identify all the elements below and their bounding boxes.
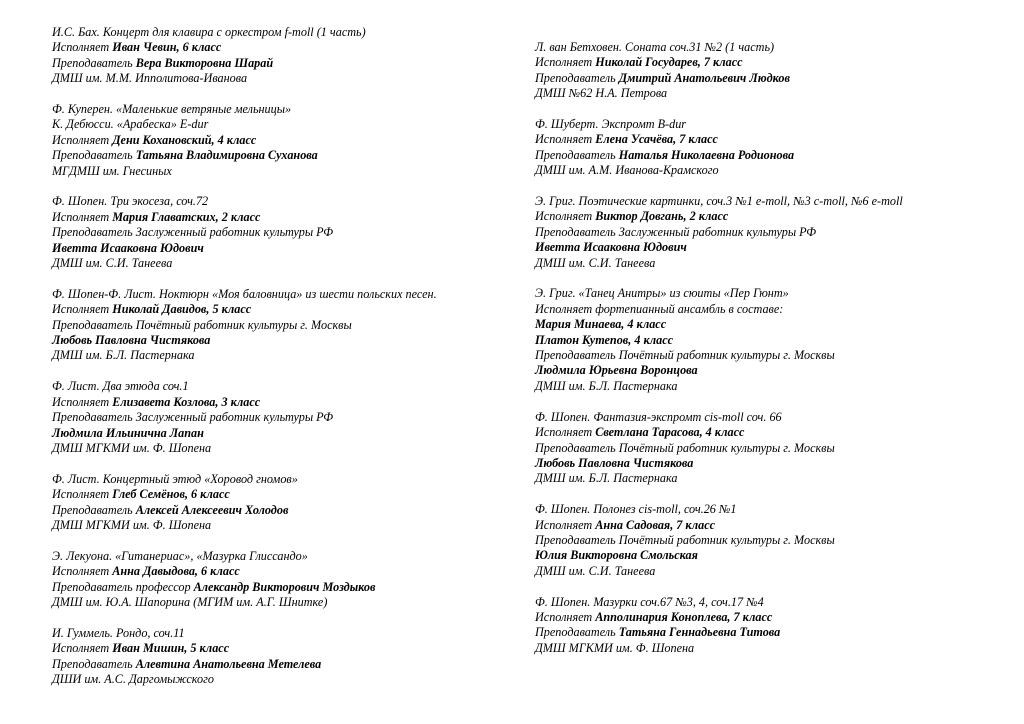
entry-line xyxy=(535,363,995,378)
line-text: ДМШ им. Б.Л. Пастернака xyxy=(535,471,678,486)
entry-line xyxy=(535,132,995,147)
piece-title xyxy=(535,40,995,55)
line-text: Исполняет xyxy=(535,55,596,70)
entry-line xyxy=(535,317,995,332)
line-text: Преподаватель Заслуженный работник культуры РФ xyxy=(52,225,334,240)
entry-line xyxy=(52,210,492,225)
line-text: ДШИ им. А.С. Даргомыжского xyxy=(52,671,214,686)
entry-line xyxy=(52,318,492,333)
piece-title xyxy=(52,194,492,209)
piece-title xyxy=(52,626,492,641)
line-text: Исполняет фортепианный ансамбль в составе: xyxy=(535,301,784,316)
line-text: Преподаватель xyxy=(535,625,619,640)
program-entry xyxy=(535,410,995,487)
program-entry xyxy=(52,379,492,456)
entry-line xyxy=(535,55,995,70)
entry-line xyxy=(52,133,492,148)
line-text: И. Гуммель. Рондо, соч.11 xyxy=(52,625,185,640)
line-text: Исполняет xyxy=(535,425,596,440)
line-text: Э. Лекуона. «Гитанериас», «Мазурка Глиссандо» xyxy=(52,548,308,563)
entry-line xyxy=(52,348,492,363)
performer-name: Людмила Ильинична Лапан xyxy=(52,425,204,440)
performer-name: Иван Мишин, 5 класс xyxy=(112,641,230,656)
entry-line xyxy=(535,71,995,86)
performer-name: Иветта Исааковна Юдович xyxy=(535,240,687,255)
entry-line xyxy=(535,641,995,656)
program-column-right xyxy=(535,40,995,672)
performer-name: Елена Усачёва, 7 класс xyxy=(595,132,718,147)
line-text: ДМШ МГКМИ им. Ф. Шопена xyxy=(535,640,695,655)
entry-line xyxy=(52,71,492,86)
line-text: ДМШ им. Ю.А. Шапорина (МГИМ им. А.Г. Шнитке) xyxy=(52,594,328,609)
program-entry xyxy=(52,626,492,688)
line-text: ДМШ им. Б.Л. Пастернака xyxy=(535,378,678,393)
entry-line xyxy=(52,395,492,410)
entry-line xyxy=(52,225,492,240)
line-text: Преподаватель Заслуженный работник культуры РФ xyxy=(52,410,334,425)
performer-name: Мария Минаева, 4 класс xyxy=(535,317,667,332)
line-text: Исполняет xyxy=(52,394,113,409)
performer-name: Апполинария Коноплева, 7 класс xyxy=(595,609,773,624)
entry-line xyxy=(52,672,492,687)
program-column-left xyxy=(52,25,492,703)
line-text: ДМШ им. С.И. Танеева xyxy=(535,255,656,270)
performer-name: Светлана Тарасова, 4 класс xyxy=(595,425,745,440)
piece-title xyxy=(535,595,995,610)
line-text: К. Дебюсси. «Арабеска» E-dur xyxy=(52,117,209,132)
piece-title xyxy=(535,194,995,209)
performer-name: Мария Главатских, 2 класс xyxy=(112,209,261,224)
line-text: МГДМШ им. Гнесиных xyxy=(52,163,172,178)
line-text: Преподаватель Почётный работник культуры г. Москвы xyxy=(52,317,352,332)
line-text: Э. Григ. Поэтические картинки, соч.3 №1 e-moll, №3 c-moll, №6 e-moll xyxy=(535,194,903,209)
entry-line xyxy=(535,610,995,625)
entry-line xyxy=(535,225,995,240)
entry-line xyxy=(52,487,492,502)
line-text: ДМШ МГКМИ им. Ф. Шопена xyxy=(52,517,212,532)
entry-line xyxy=(52,441,492,456)
piece-title xyxy=(52,549,492,564)
entry-line xyxy=(52,117,492,132)
piece-title xyxy=(52,287,492,302)
entry-line xyxy=(535,625,995,640)
entry-line xyxy=(535,302,995,317)
entry-line xyxy=(52,410,492,425)
line-text: Исполняет xyxy=(535,132,596,147)
line-text: И.С. Бах. Концерт для клавира с оркестром f-moll (1 часть) xyxy=(52,25,366,39)
entry-line xyxy=(535,456,995,471)
performer-name: Анна Давыдова, 6 класс xyxy=(112,564,240,579)
entry-line xyxy=(52,580,492,595)
program-entry xyxy=(52,194,492,271)
line-text: Преподаватель xyxy=(52,148,136,163)
performer-name: Иветта Исааковна Юдович xyxy=(52,240,204,255)
performer-name: Алевтина Анатольевна Метелева xyxy=(135,656,322,671)
line-text: Преподаватель xyxy=(535,147,619,162)
line-text: Преподаватель Почётный работник культуры г. Москвы xyxy=(535,532,835,547)
line-text: ДМШ им. М.М. Ипполитова-Иванова xyxy=(52,71,248,86)
piece-title xyxy=(52,25,492,40)
line-text: Преподаватель xyxy=(52,656,136,671)
line-text: Ф. Шуберт. Экспромт B-dur xyxy=(535,117,687,132)
line-text: Преподаватель Заслуженный работник культуры РФ xyxy=(535,224,817,239)
performer-name: Вера Викторовна Шарай xyxy=(135,55,274,70)
program-entry xyxy=(52,25,492,87)
entry-line xyxy=(52,641,492,656)
program-entry xyxy=(535,194,995,271)
entry-line xyxy=(52,241,492,256)
entry-line xyxy=(52,426,492,441)
line-text: Преподаватель xyxy=(535,70,619,85)
line-text: ДМШ им. А.М. Иванова-Крамского xyxy=(535,163,719,178)
entry-line xyxy=(52,657,492,672)
line-text: ДМШ №62 Н.А. Петрова xyxy=(535,86,668,101)
program-entry xyxy=(535,502,995,579)
line-text: Ф. Шопен. Фантазия-экспромт cis-moll соч. 66 xyxy=(535,409,782,424)
entry-line xyxy=(52,164,492,179)
entry-line xyxy=(535,548,995,563)
performer-name: Александр Викторович Моздыков xyxy=(193,579,376,594)
line-text: Исполняет xyxy=(52,487,113,502)
piece-title xyxy=(52,472,492,487)
performer-name: Людмила Юрьевна Воронцова xyxy=(535,363,698,378)
line-text: Преподаватель xyxy=(52,502,136,517)
line-text: Преподаватель xyxy=(52,55,136,70)
entry-line xyxy=(535,333,995,348)
performer-name: Любовь Павловна Чистякова xyxy=(535,455,694,470)
entry-line xyxy=(535,209,995,224)
entry-line xyxy=(52,302,492,317)
entry-line xyxy=(535,518,995,533)
performer-name: Анна Садовая, 7 класс xyxy=(595,517,716,532)
entry-line xyxy=(52,148,492,163)
line-text: Исполняет xyxy=(52,40,113,55)
line-text: Ф. Куперен. «Маленькие ветряные мельницы» xyxy=(52,102,292,117)
performer-name: Платон Кутепов, 4 класс xyxy=(535,332,674,347)
line-text: ДМШ им. Б.Л. Пастернака xyxy=(52,348,195,363)
line-text: ДМШ им. С.И. Танеева xyxy=(52,256,173,271)
line-text: Исполняет xyxy=(52,564,113,579)
program-entry xyxy=(52,472,492,534)
piece-title xyxy=(535,410,995,425)
line-text: Ф. Шопен. Мазурки соч.67 №3, 4, соч.17 №4 xyxy=(535,594,764,609)
line-text: Исполняет xyxy=(535,517,596,532)
program-entry xyxy=(535,40,995,102)
performer-name: Николай Государев, 7 класс xyxy=(595,55,743,70)
entry-line xyxy=(535,163,995,178)
line-text: Ф. Шопен-Ф. Лист. Ноктюрн «Моя баловница» из шести польских песен. xyxy=(52,286,437,301)
performer-name: Юлия Викторовна Смольская xyxy=(535,548,698,563)
entry-line xyxy=(535,148,995,163)
entry-line xyxy=(535,564,995,579)
performer-name: Наталья Николаевна Родионова xyxy=(618,147,795,162)
performer-name: Елизавета Козлова, 3 класс xyxy=(112,394,261,409)
entry-line xyxy=(535,533,995,548)
performer-name: Дени Кохановский, 4 класс xyxy=(112,132,257,147)
piece-title xyxy=(535,117,995,132)
entry-line xyxy=(52,518,492,533)
piece-title xyxy=(52,102,492,117)
piece-title xyxy=(535,286,995,301)
piece-title xyxy=(535,502,995,517)
line-text: Исполняет xyxy=(535,209,596,224)
line-text: ДМШ МГКМИ им. Ф. Шопена xyxy=(52,440,212,455)
entry-line xyxy=(535,425,995,440)
entry-line xyxy=(535,379,995,394)
entry-line xyxy=(535,240,995,255)
performer-name: Алексей Алексеевич Холодов xyxy=(135,502,289,517)
entry-line xyxy=(52,503,492,518)
performer-name: Дмитрий Анатольевич Людков xyxy=(618,70,790,85)
line-text: Э. Григ. «Танец Анитры» из сюиты «Пер Гюнт» xyxy=(535,286,789,301)
line-text: ДМШ им. С.И. Танеева xyxy=(535,563,656,578)
line-text: Ф. Лист. Два этюда соч.1 xyxy=(52,379,189,394)
entry-line xyxy=(52,564,492,579)
program-entry xyxy=(52,549,492,611)
program-entry xyxy=(52,102,492,179)
line-text: Исполняет xyxy=(52,132,113,147)
entry-line xyxy=(52,333,492,348)
program-entry xyxy=(52,287,492,364)
line-text: Преподаватель Почётный работник культуры г. Москвы xyxy=(535,348,835,363)
line-text: Ф. Шопен. Три экосеза, соч.72 xyxy=(52,194,209,209)
entry-line xyxy=(52,256,492,271)
performer-name: Любовь Павловна Чистякова xyxy=(52,333,211,348)
line-text: Исполняет xyxy=(535,609,596,624)
performer-name: Татьяна Геннадьевна Титова xyxy=(618,625,781,640)
performer-name: Виктор Довгань, 2 класс xyxy=(595,209,729,224)
entry-line xyxy=(535,471,995,486)
entry-line xyxy=(535,86,995,101)
program-entry xyxy=(535,286,995,394)
performer-name: Татьяна Владимировна Суханова xyxy=(135,148,318,163)
entry-line xyxy=(52,40,492,55)
program-entry xyxy=(535,595,995,657)
line-text: Исполняет xyxy=(52,302,113,317)
entry-line xyxy=(535,256,995,271)
performer-name: Глеб Семёнов, 6 класс xyxy=(112,487,230,502)
line-text: Ф. Шопен. Полонез cis-moll, соч.26 №1 xyxy=(535,502,737,517)
line-text: Исполняет xyxy=(52,209,113,224)
entry-line xyxy=(535,441,995,456)
line-text: Исполняет xyxy=(52,641,113,656)
entry-line xyxy=(52,56,492,71)
line-text: Л. ван Бетховен. Соната соч.31 №2 (1 часть) xyxy=(535,40,775,54)
line-text: Преподаватель профессор xyxy=(52,579,194,594)
line-text: Ф. Лист. Концертный этюд «Хоровод гномов» xyxy=(52,471,298,486)
performer-name: Николай Давидов, 5 класс xyxy=(112,302,252,317)
line-text: Преподаватель Почётный работник культуры г. Москвы xyxy=(535,440,835,455)
program-entry xyxy=(535,117,995,179)
entry-line xyxy=(535,348,995,363)
entry-line xyxy=(52,595,492,610)
performer-name: Иван Чевин, 6 класс xyxy=(112,40,222,55)
piece-title xyxy=(52,379,492,394)
